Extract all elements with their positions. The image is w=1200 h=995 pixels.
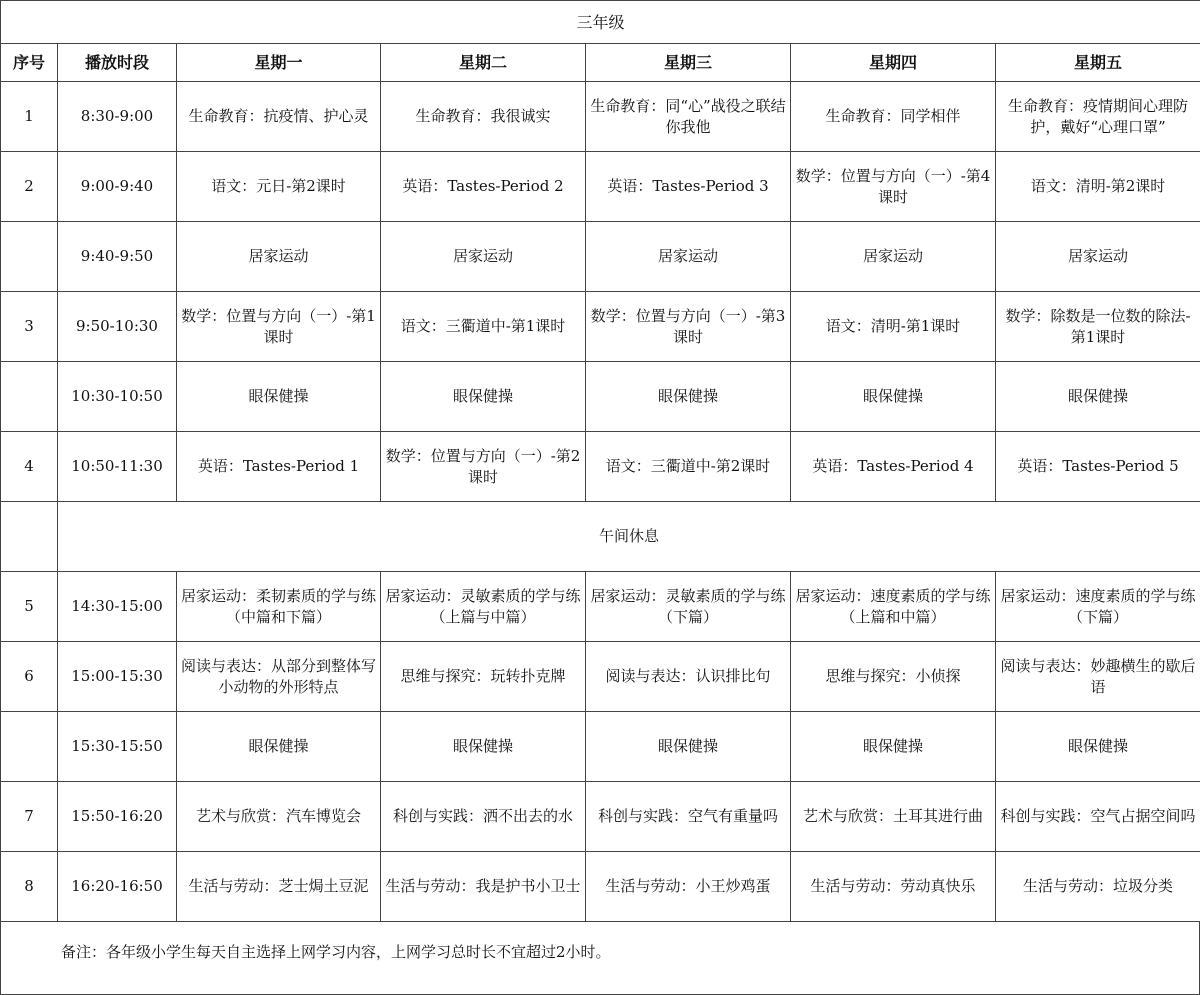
lesson-cell: 数学：位置与方向（一）-第4课时 <box>791 152 996 222</box>
row-number: 7 <box>1 782 58 852</box>
lesson-cell: 眼保健操 <box>586 362 791 432</box>
table-row <box>1 82 1200 152</box>
table-row <box>1 642 1200 712</box>
row-number: 8 <box>1 852 58 922</box>
lesson-cell: 居家运动：灵敏素质的学与练（下篇） <box>586 572 791 642</box>
table-row <box>1 502 1200 572</box>
lesson-cell: 英语：Tastes-Period 4 <box>791 432 996 502</box>
header-cell: 序号 <box>1 44 58 82</box>
row-number: 4 <box>1 432 58 502</box>
time-slot: 9:00-9:40 <box>58 152 177 222</box>
lunch-break-cell: 午间休息 <box>58 502 1200 572</box>
lesson-cell: 生命教育：同“心”战役之联结你我他 <box>586 82 791 152</box>
lesson-cell: 眼保健操 <box>586 712 791 782</box>
lesson-cell: 居家运动：柔韧素质的学与练（中篇和下篇） <box>177 572 381 642</box>
lesson-cell: 生命教育：疫情期间心理防护，戴好“心理口罩” <box>996 82 1200 152</box>
table-row <box>1 362 1200 432</box>
lesson-cell: 科创与实践：空气有重量吗 <box>586 782 791 852</box>
lesson-cell: 英语：Tastes-Period 1 <box>177 432 381 502</box>
lesson-cell: 眼保健操 <box>996 712 1200 782</box>
lesson-cell: 眼保健操 <box>177 712 381 782</box>
lesson-cell: 语文：清明-第2课时 <box>996 152 1200 222</box>
lesson-cell: 眼保健操 <box>177 362 381 432</box>
lesson-cell: 居家运动：灵敏素质的学与练（上篇与中篇） <box>381 572 586 642</box>
row-number: 2 <box>1 152 58 222</box>
lesson-cell: 眼保健操 <box>996 362 1200 432</box>
lesson-cell: 居家运动 <box>177 222 381 292</box>
lesson-cell: 数学：位置与方向（一）-第1课时 <box>177 292 381 362</box>
lesson-cell: 居家运动 <box>996 222 1200 292</box>
lesson-cell: 眼保健操 <box>791 362 996 432</box>
header-cell: 星期四 <box>791 44 996 82</box>
lesson-cell: 艺术与欣赏：汽车博览会 <box>177 782 381 852</box>
lesson-cell: 居家运动：速度素质的学与练（下篇） <box>996 572 1200 642</box>
header-cell: 星期二 <box>381 44 586 82</box>
lesson-cell: 阅读与表达：妙趣横生的歇后语 <box>996 642 1200 712</box>
table-row <box>1 852 1200 922</box>
lesson-cell: 艺术与欣赏：土耳其进行曲 <box>791 782 996 852</box>
table-row <box>1 782 1200 852</box>
lesson-cell: 居家运动 <box>381 222 586 292</box>
time-slot: 15:30-15:50 <box>58 712 177 782</box>
table-row <box>1 432 1200 502</box>
grade-title: 三年级 <box>1 1 1200 44</box>
lesson-cell: 语文：三衢道中-第1课时 <box>381 292 586 362</box>
lesson-cell: 语文：三衢道中-第2课时 <box>586 432 791 502</box>
table-row <box>1 152 1200 222</box>
time-slot: 9:40-9:50 <box>58 222 177 292</box>
lesson-cell: 阅读与表达：从部分到整体写小动物的外形特点 <box>177 642 381 712</box>
time-slot: 9:50-10:30 <box>58 292 177 362</box>
lesson-cell: 生命教育：我很诚实 <box>381 82 586 152</box>
row-number <box>1 362 58 432</box>
table-row <box>1 292 1200 362</box>
lesson-cell: 居家运动 <box>791 222 996 292</box>
time-slot: 15:50-16:20 <box>58 782 177 852</box>
time-slot: 8:30-9:00 <box>58 82 177 152</box>
table-row <box>1 712 1200 782</box>
lesson-cell: 数学：除数是一位数的除法-第1课时 <box>996 292 1200 362</box>
lesson-cell: 阅读与表达：认识排比句 <box>586 642 791 712</box>
time-slot: 15:00-15:30 <box>58 642 177 712</box>
lesson-cell: 生活与劳动：我是护书小卫士 <box>381 852 586 922</box>
lesson-cell: 思维与探究：小侦探 <box>791 642 996 712</box>
row-number <box>1 712 58 782</box>
row-number: 1 <box>1 82 58 152</box>
lesson-cell: 生活与劳动：芝士焗土豆泥 <box>177 852 381 922</box>
lesson-cell: 生活与劳动：小王炒鸡蛋 <box>586 852 791 922</box>
note-table <box>0 921 1200 995</box>
time-slot: 10:30-10:50 <box>58 362 177 432</box>
table-row <box>1 572 1200 642</box>
lesson-cell: 眼保健操 <box>381 362 586 432</box>
lesson-cell: 居家运动：速度素质的学与练（上篇和中篇） <box>791 572 996 642</box>
lesson-cell: 眼保健操 <box>791 712 996 782</box>
lesson-cell: 英语：Tastes-Period 5 <box>996 432 1200 502</box>
lesson-cell: 英语：Tastes-Period 2 <box>381 152 586 222</box>
lesson-cell: 英语：Tastes-Period 3 <box>586 152 791 222</box>
row-number <box>1 222 58 292</box>
lesson-cell: 科创与实践：空气占据空间吗 <box>996 782 1200 852</box>
lesson-cell: 语文：清明-第1课时 <box>791 292 996 362</box>
header-cell: 星期五 <box>996 44 1200 82</box>
row-number: 6 <box>1 642 58 712</box>
header-cell: 星期三 <box>586 44 791 82</box>
lesson-cell: 居家运动 <box>586 222 791 292</box>
lesson-cell: 思维与探究：玩转扑克牌 <box>381 642 586 712</box>
lesson-cell: 数学：位置与方向（一）-第3课时 <box>586 292 791 362</box>
lesson-cell: 语文：元日-第2课时 <box>177 152 381 222</box>
lesson-cell: 生命教育：同学相伴 <box>791 82 996 152</box>
time-slot: 10:50-11:30 <box>58 432 177 502</box>
note-text: 备注：各年级小学生每天自主选择上网学习内容，上网学习总时长不宜超过2小时。 <box>1 922 1200 995</box>
lesson-cell: 生活与劳动：垃圾分类 <box>996 852 1200 922</box>
table-row <box>1 222 1200 292</box>
time-slot: 14:30-15:00 <box>58 572 177 642</box>
lesson-cell: 生活与劳动：劳动真快乐 <box>791 852 996 922</box>
header-cell: 星期一 <box>177 44 381 82</box>
header-cell: 播放时段 <box>58 44 177 82</box>
lesson-cell: 科创与实践：洒不出去的水 <box>381 782 586 852</box>
lesson-cell: 生命教育：抗疫情、护心灵 <box>177 82 381 152</box>
time-slot: 16:20-16:50 <box>58 852 177 922</box>
lesson-cell: 数学：位置与方向（一）-第2课时 <box>381 432 586 502</box>
empty-num-cell <box>1 502 58 572</box>
row-number: 5 <box>1 572 58 642</box>
row-number: 3 <box>1 292 58 362</box>
lesson-cell: 眼保健操 <box>381 712 586 782</box>
